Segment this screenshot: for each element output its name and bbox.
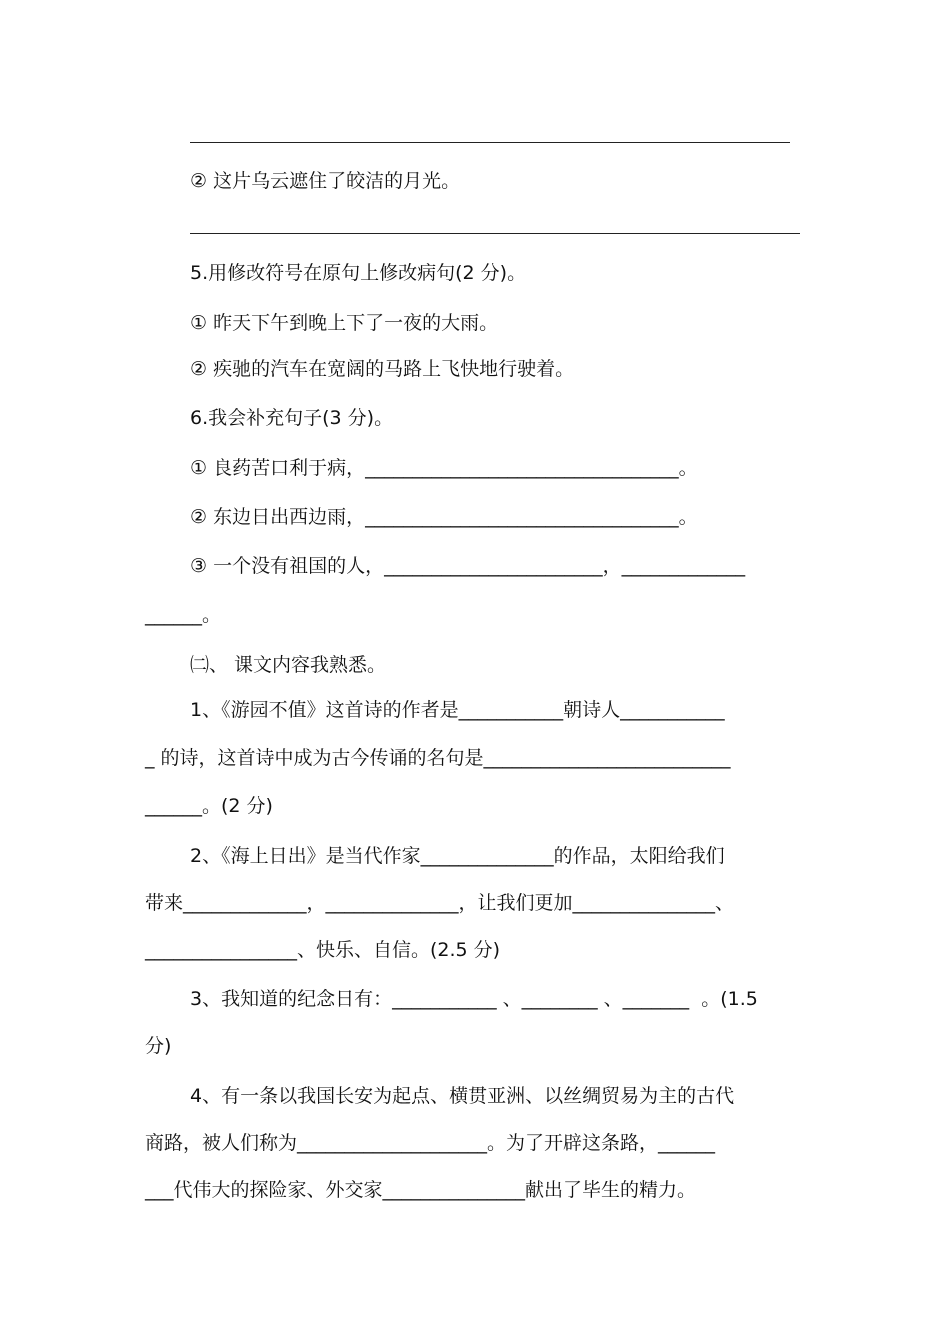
question-line: 1、《游园不值》这首诗的作者是___________朝诗人___________ bbox=[190, 699, 725, 721]
answer-line bbox=[190, 142, 790, 143]
question-line: ② 疾驰的汽车在宽阔的马路上飞快地行驶着。 bbox=[190, 358, 575, 380]
question-line: 3、我知道的纪念日有：___________ 、________ 、_______ 。(1.5 bbox=[190, 988, 758, 1010]
question-line: 4、有一条以我国长安为起点、横贯亚洲、以丝绸贸易为主的古代 bbox=[190, 1085, 735, 1107]
section-heading: 5.用修改符号在原句上修改病句(2 分)。 bbox=[190, 262, 527, 284]
question-line: ② 这片乌云遮住了皎洁的月光。 bbox=[190, 170, 461, 192]
question-line: ① 良药苦口利于病，_________________________________。 bbox=[190, 457, 698, 479]
question-line: 带来_____________，______________，让我们更加_______________、 bbox=[145, 892, 735, 914]
question-line: ① 昨天下午到晚上下了一夜的大雨。 bbox=[190, 312, 499, 334]
question-line: 商路，被人们称为____________________。为了开辟这条路，______ bbox=[145, 1132, 716, 1154]
answer-line bbox=[190, 233, 800, 234]
section-heading: 6.我会补充句子(3 分)。 bbox=[190, 407, 394, 429]
question-line: ______。 bbox=[145, 604, 222, 626]
question-line: 2、《海上日出》是当代作家______________的作品，太阳给我们 bbox=[190, 845, 725, 867]
question-line: 分) bbox=[145, 1035, 172, 1057]
question-line: ___代伟大的探险家、外交家_______________献出了毕生的精力。 bbox=[145, 1179, 697, 1201]
question-line: ② 东边日出西边雨，_________________________________。 bbox=[190, 506, 698, 528]
question-line: _ 的诗，这首诗中成为古今传诵的名句是__________________________ bbox=[145, 747, 731, 769]
question-line: ________________、快乐、自信。(2.5 分) bbox=[145, 939, 501, 961]
question-line: ______。(2 分) bbox=[145, 795, 273, 817]
section-heading: ㈡、 课文内容我熟悉。 bbox=[190, 654, 387, 676]
question-line: ③ 一个没有祖国的人，_______________________，_____________ bbox=[190, 555, 746, 577]
